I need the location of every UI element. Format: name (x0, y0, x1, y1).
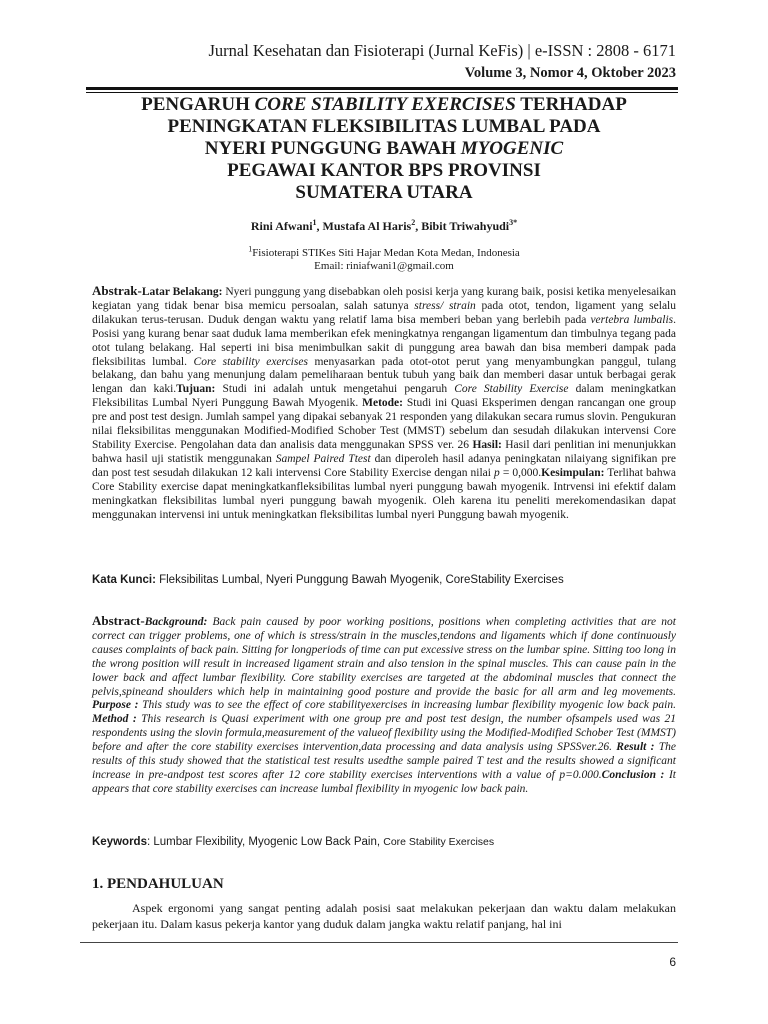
header-rule-thick (86, 87, 678, 90)
abstract-english: Abstract-Background: Back pain caused by poor working positions, positions when completing activities that are not correct can trigger problems, one of which is stress/strain in the muscles,tendons and ligaments which if done continuously causes complaints of back pain. Sitting for longperiods of time can put excessive stress on the lumbar spine. Sitting too long in the wrong position will result in increased ligament strain and also tension in the spinal muscles. This can cause pain in the lower back and affect lumbar flexibility. Core stability exercises are targeted at the abdominal muscles that connect the pelvis,spineand shoulders which help in maintaining good posture and provide the basic for all arm and leg movements. Purpose : This study was to see the effect of core stabilityexercises in increasing lumbar flexibility myogenic low back pain. Method : This research is Quasi experiment with one group pre and post test design, the number ofsampels used was 21 respondents using the slovin formula,measurement of the valueof flexibility using the Modified-Modified Schober Test (MMST) before and after the core stability exercises intervention,data processing and data analysis using SPSSver.26. Result : The results of this study showed that the statistical test results usedthe sample paired T test and the results showed a significant increase in pre-andpost test scores after 12 core stability exercises interventions with a value of p=0.000.Conclusion : It appears that core stability exercises can increase lumbal flexibility in myogenic low back pain. (92, 613, 677, 795)
abstrak-indonesian: Abstrak-Latar Belakang: Nyeri punggung yang disebabkan oleh posisi kerja yang kurang baik, posisi ketika menyelesaikan kegiatan yang tidak benar bisa memicu persoalan, salah satunya stress/ strain pada otot, tendon, ligament yang selalu dilakukan terus-terusan. Duduk dengan waktu yang relatif lama bisa memberi beban yang berlebih pada vertebra lumbalis. Posisi yang kurang benar saat duduk lama memberikan efek meningkatnya rengangan ligamentum dan timbulnya tegang pada otot tulang belakang. Hal seperti ini bisa menimbulkan sakit di punggung area bawah dan bisa memberi dampak pada fleksibilitas lumbal. Core stability exercises menyasarkan pada otot-otot perut yang menyambungkan panggul, tulang belakang, dan bahu yang menunjung dalam pemeliharaan bentuk tubuh yang baik dan memberi dasar untuk berbagai gerak lengan dan kaki.Tujuan: Studi ini adalah untuk mengetahui pengaruh Core Stability Exercise dalam meningkatkan Fleksibilitas Lumbal Nyeri Punggung Bawah Myogenik. Metode: Studi ini Quasi Eksperimen dengan rancangan one group pre and post test design. Jumlah sampel yang dipakai sebanyak 21 responden yang dilakukan secara rumus slovin. Pengukuran nilai fleksibilitas menggunakan Modified-Modified Schober Test (MMST) sebelum dan sesudah dilakukan intervensi Core Stability Exercise. Pengolahan data dan analisis data menggunakan SPSS ver. 26 Hasil: Hasil dari penlitian ini menunjukkan bahwa hasil uji statistik menggunakan Sampel Paired Ttest dan diperoleh hasil adanya peningkatan nilaiyang signifikan pre dan post test sesudah dilakukan 12 kali intervensi Core Stability Exercise dengan nilai p = 0,000.Kesimpulan: Terlihat bahwa Core Stability exercise dapat meningkatkanfleksibilitas lumbal nyeri punggung bawah myogenik. Intrvensi ini efektif dalam meningkatkan fleksibilitas lumbal nyeri punggung bawah myogenik. Oleh karena itu peneliti merekomendasikan dapat menggunakan intervensi ini untuk meningkatkan fleksibilitas lumbal nyeri Punggung bawah myogenik. (92, 283, 677, 521)
article-title (92, 94, 676, 204)
intro-paragraph: Aspek ergonomi yang sangat penting adalah posisi saat melakukan pekerjaan dan waktu dalam melakukan pekerjaan itu. Dalam kasus pekerja kantor yang duduk dalam jangka waktu relatif panjang, hal ini (92, 901, 676, 931)
title-line-3: NYERI PUNGGUNG BAWAH MYOGENIC (204, 138, 564, 159)
title-line-4: PEGAWAI KANTOR BPS PROVINSI (227, 160, 541, 181)
author-list: Rini Afwani$^1$, Mustafa Al Haris$^2$, Bibit Triwahyudi$^{3*}$ (250, 218, 518, 233)
affiliation: $^1$Fisioterapi STIKes Siti Hajar Medan Kota Medan, Indonesia Email: riniafwani1@gmail.com (92, 247, 676, 273)
keywords: Keywords: Lumbar Flexibility, Myogenic Low Back Pain, Core Stability Exercises (92, 836, 495, 848)
journal-header: Jurnal Kesehatan dan Fisioterapi (Jurnal KeFis) | e-ISSN : 2808 - 6171 (208, 41, 676, 60)
footer-rule (80, 942, 678, 943)
abstrak-label: Abstrak- (92, 283, 142, 298)
author-email: Email: riniafwani1@gmail.com (314, 260, 454, 272)
abstract-label: Abstract- (92, 613, 145, 628)
header-rule-thin (86, 92, 678, 93)
title-line-1: PENGARUH CORE STABILITY EXERCISES TERHADAP (141, 94, 627, 115)
affiliation-text: Fisioterapi STIKes Siti Hajar Medan Kota Medan, Indonesia (252, 247, 520, 259)
title-line-2: PENINGKATAN FLEKSIBILITAS LUMBAL PADA (167, 116, 601, 137)
title-line-5: SUMATERA UTARA (295, 182, 473, 203)
page-number: 6 (669, 955, 676, 969)
author-3: Bibit Triwahyudi (421, 219, 510, 233)
kata-kunci: Kata Kunci: Fleksibilitas Lumbal, Nyeri Punggung Bawah Myogenik, CoreStability Exercises (92, 574, 564, 586)
author-2: Mustafa Al Haris (322, 219, 412, 233)
volume-issue: Volume 3, Nomor 4, Oktober 2023 (464, 65, 676, 81)
author-1: Rini Afwani (250, 219, 313, 233)
section-heading-pendahuluan: 1. PENDAHULUAN (92, 876, 224, 892)
